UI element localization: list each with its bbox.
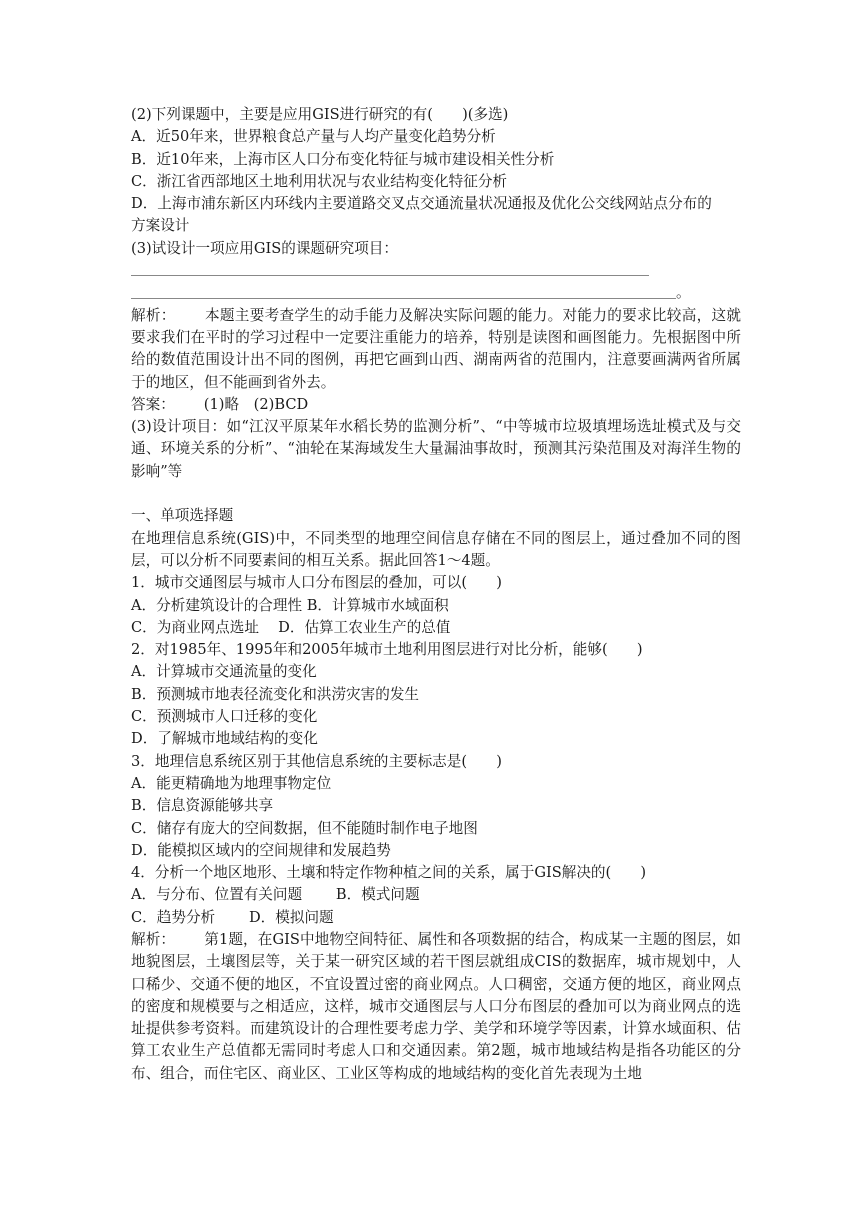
analysis-label: 解析：: [131, 306, 176, 324]
q1-options-cd: C．为商业网点选址 D．估算工农业生产的总值: [131, 618, 451, 636]
document-page: [131, 104, 741, 1085]
answer-blank-line-1: [131, 260, 741, 282]
question-3-stem: (3)试设计一项应用GIS的课题研究项目：: [131, 239, 398, 257]
q2-option-c: C．预测城市人口迁移的变化: [131, 708, 318, 726]
answer-text: (1)略 (2)BCD: [203, 395, 309, 413]
question-2-option-a: A．近50年来，世界粮食总产量与人均产量变化趋势分析: [131, 128, 496, 146]
question-2-option-d: D．上海市浦东新区内环线内主要道路交叉点交通流量状况通报及优化公交线网站点分布的: [131, 195, 712, 213]
q3-stem: 3．地理信息系统区别于其他信息系统的主要标志是( ): [131, 752, 502, 770]
q2-option-a: A．计算城市交通流量的变化: [131, 663, 317, 681]
answer-3-paragraph: (3)设计项目：如“江汉平原某年水稻长势的监测分析”、“中等城市垃圾填埋场选址模式及与交通、环境关系的分析”、“油轮在某海域发生大量漏油事故时，预测其污染范围及对海洋生物的影响”等: [131, 418, 741, 480]
analysis-paragraph-1: [131, 305, 741, 394]
answer-line: [131, 394, 741, 416]
analysis-label: 解析：: [131, 930, 176, 948]
question-2-option-c: C．浙江省西部地区土地利用状况与农业结构变化特征分析: [131, 172, 508, 190]
q1-options-ab: A．分析建筑设计的合理性 B．计算城市水域面积: [131, 596, 449, 614]
q3-option-b: B．信息资源能够共享: [131, 797, 274, 815]
q3-option-c: C．储存有庞大的空间数据，但不能随时制作电子地图: [131, 819, 478, 837]
q2-stem: 2．对1985年、1995年和2005年城市土地利用图层进行对比分析，能够( ): [131, 641, 643, 659]
analysis-text: 第1题，在GIS中地物空间特征、属性和各项数据的结合，构成某一主题的图层，如地貌图层，土壤图层等，关于某一研究区域的若干图层就组成CIS的数据库，城市规划中，人口稀少、交通不便的地区，不宜设置过密的商业网点。人口稠密，交通方便的地区，商业网点的密度和规模要与之相适应，这样，城市交通图层与人口分布图层的叠加可以为商业网点的选址提供参考资料。而建筑设计的合理性要考虑力学、美学和环境学等因素，计算水域面积、估算工农业生产总值都无需同时考虑人口和交通因素。第2题，城市地域结构是指各功能区的分布、组合，而住宅区、商业区、工业区等构成的地域结构的变化首先表现为土地: [131, 930, 741, 1082]
analysis-text: 本题主要考查学生的动手能力及解决实际问题的能力。对能力的要求比较高，这就要求我们在平时的学习过程中一定要注重能力的培养，特别是读图和画图能力。先根据图中所给的数值范围设计出不同的图例，再把它画到山西、湖南两省的范围内，注意要画满两省所属于的地区，但不能画到省外去。: [131, 306, 741, 391]
blank-end-mark: 。: [676, 284, 691, 302]
q4-stem: 4．分析一个地区地形、土壤和特定作物种植之间的关系，属于GIS解决的( ): [131, 864, 647, 882]
answer-label: 答案：: [131, 395, 175, 413]
q1-stem: 1．城市交通图层与城市人口分布图层的叠加，可以( ): [131, 574, 502, 592]
question-2-option-d-continued: 方案设计: [131, 217, 190, 235]
q2-option-b: B．预测城市地表径流变化和洪涝灾害的发生: [131, 685, 420, 703]
q2-option-d: D．了解城市地域结构的变化: [131, 730, 318, 748]
analysis-paragraph-2: [131, 929, 741, 1085]
q4-options-ab: A．与分布、位置有关问题 B．模式问题: [131, 886, 420, 904]
question-2-stem: (2)下列课题中，主要是应用GIS进行研究的有( )(多选): [131, 106, 509, 123]
section-title: 一、单项选择题: [131, 507, 234, 525]
q3-option-d: D．能模拟区域内的空间规律和发展趋势: [131, 841, 391, 859]
answer-blank-line-2: [131, 282, 741, 304]
question-2-option-b: B．近10年来，上海市区人口分布变化特征与城市建设相关性分析: [131, 150, 555, 168]
section-intro: 在地理信息系统(GIS)中，不同类型的地理空间信息存储在不同的图层上，通过叠加不同的图层，可以分析不同要素间的相互关系。据此回答1～4题。: [131, 529, 741, 569]
q3-option-a: A．能更精确地为地理事物定位: [131, 774, 332, 792]
q4-options-cd: C．趋势分析 D．模拟问题: [131, 908, 334, 926]
